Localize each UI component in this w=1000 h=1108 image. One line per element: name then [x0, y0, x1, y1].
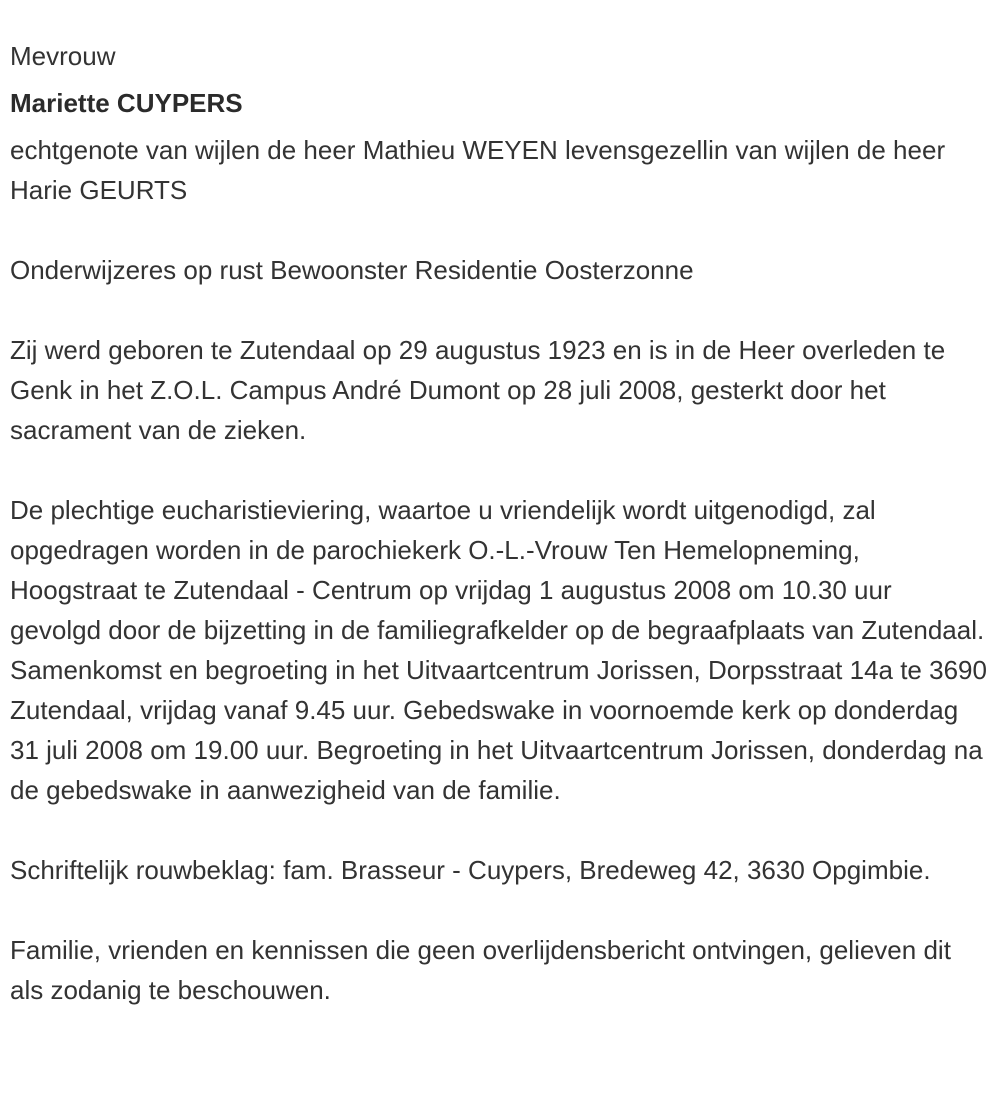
service-details-paragraph: De plechtige eucharistieviering, waartoe u vriendelijk wordt uitgenodigd, zal opgedragen worden in de parochiekerk O.-L.-Vrouw Ten Hemelopneming, Hoogstraat te Zutendaal - Centrum op vrijdag 1 augustus 2008 om 10.30 uur gevolgd door de bijzetting in de familiegrafkelder op de begraafplaats van Zutendaal. Samenkomst en begroeting in het Uitvaartcentrum Jorissen, Dorpsstraat 14a te 3690 Zutendaal, vrijdag vanaf 9.45 uur. Gebedswake in voornoemde kerk op donderdag 31 juli 2008 om 19.00 uur. Begroeting in het Uitvaartcentrum Jorissen, donderdag na de gebedswake in aanwezigheid van de familie. — [10, 495, 987, 805]
condolence-address-paragraph: Schriftelijk rouwbeklag: fam. Brasseur - Cuypers, Bredeweg 42, 3630 Opgimbie. — [10, 855, 931, 885]
salutation: Mevrouw — [10, 41, 116, 71]
closing-notice-paragraph: Familie, vrienden en kennissen die geen overlijdensbericht ontvingen, gelieven dit als zodanig te beschouwen. — [10, 935, 951, 1005]
relations-line: echtgenote van wijlen de heer Mathieu WEYEN levensgezellin van wijlen de heer Harie GEURTS — [10, 135, 946, 205]
birth-death-paragraph: Zij werd geboren te Zutendaal op 29 augustus 1923 en is in de Heer overleden te Genk in het Z.O.L. Campus André Dumont op 28 juli 2008, gesterkt door het sacrament van de zieken. — [10, 335, 946, 445]
deceased-name: Mariette CUYPERS — [10, 88, 243, 118]
profession-line: Onderwijzeres op rust Bewoonster Residentie Oosterzonne — [10, 255, 694, 285]
